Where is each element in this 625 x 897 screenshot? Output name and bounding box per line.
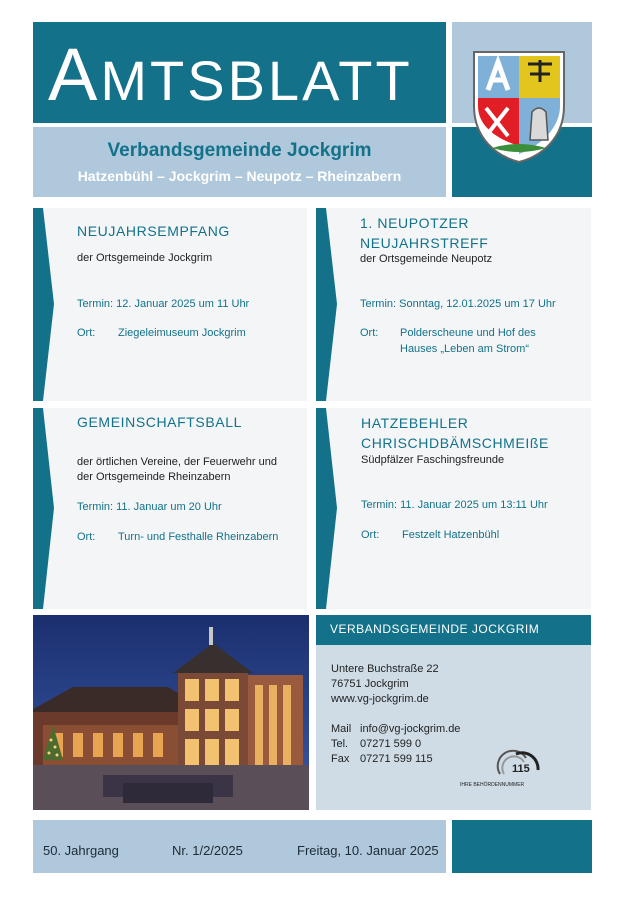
event-ort-label: Ort: (361, 529, 380, 541)
town-hall-photo (33, 615, 309, 810)
event-ort-label: Ort: (360, 327, 379, 339)
event-title-line1: HATZEBEHLER (361, 415, 469, 431)
event-termin: Termin: Sonntag, 12.01.2025 um 17 Uhr (360, 298, 556, 310)
chevron-arrow-icon (33, 408, 55, 609)
footer-nummer: Nr. 1/2/2025 (172, 843, 243, 858)
contact-heading: VERBANDSGEMEINDE JOCKGRIM (330, 622, 540, 636)
event-ort-value: Ziegeleimuseum Jockgrim (118, 327, 246, 339)
chevron-arrow-icon (33, 208, 55, 401)
chevron-arrow-icon (316, 208, 338, 401)
coat-of-arms-icon (470, 48, 568, 166)
event-termin: Termin: 12. Januar 2025 um 11 Uhr (77, 298, 250, 310)
badge-number: 115 (512, 763, 530, 775)
event-subtitle: Südpfälzer Faschingsfreunde (361, 454, 505, 466)
contact-street: Untere Buchstraße 22 (331, 663, 439, 675)
event-subtitle: der Ortsgemeinde Jockgrim (77, 252, 213, 264)
chevron-arrow-icon (316, 408, 338, 609)
event-ort-label: Ort: (77, 327, 96, 339)
org-name: Verbandsgemeinde Jockgrim (107, 140, 372, 161)
event-ort-value-line1: Polderscheune und Hof des (400, 327, 536, 339)
footer-jahrgang: 50. Jahrgang (43, 843, 119, 858)
contact-mail-label: Mail (331, 723, 352, 735)
event-termin: Termin: 11. Januar um 20 Uhr (77, 501, 222, 513)
title-rest: MTSBLATT (100, 49, 413, 112)
event-ort-value: Festzelt Hatzenbühl (402, 529, 500, 541)
event-ort-value-line2: Hauses „Leben am Strom“ (400, 343, 529, 355)
contact-fax-label: Fax (331, 753, 350, 765)
event-subtitle: der Ortsgemeinde Neupotz (360, 253, 493, 265)
contact-city: 76751 Jockgrim (331, 678, 409, 690)
badge-caption: IHRE BEHÖRDENNUMMER (460, 782, 525, 788)
footer-datum: Freitag, 10. Januar 2025 (297, 843, 439, 858)
contact-tel-label: Tel. (331, 738, 349, 750)
event-title-line2: NEUJAHRSTREFF (360, 235, 489, 251)
event-title: GEMEINSCHAFTSBALL (77, 414, 243, 430)
publication-title (48, 34, 413, 122)
event-subtitle-line1: der örtlichen Vereine, der Feuerwehr und (77, 456, 277, 468)
footer-accent (452, 820, 592, 873)
event-termin: Termin: 11. Januar 2025 um 13:11 Uhr (361, 499, 548, 511)
member-places: Hatzenbühl – Jockgrim – Neupotz – Rheinzabern (77, 168, 402, 184)
subtitle-band (33, 127, 446, 197)
contact-mail-link[interactable]: info@vg-jockgrim.de (360, 723, 461, 735)
event-subtitle-line2: der Ortsgemeinde Rheinzabern (77, 471, 231, 483)
contact-tel: 07271 599 0 (360, 738, 422, 750)
contact-web-link[interactable]: www.vg-jockgrim.de (331, 693, 429, 705)
event-ort-value: Turn- und Festhalle Rheinzabern (118, 531, 279, 543)
contact-fax: 07271 599 115 (360, 753, 433, 765)
event-title-line1: 1. NEUPOTZER (360, 215, 470, 231)
event-ort-label: Ort: (77, 531, 96, 543)
event-title-line2: CHRISCHDBÄMSCHMEIßE (361, 435, 549, 451)
title-initial: A (48, 33, 101, 116)
event-title: NEUJAHRSEMPFANG (77, 223, 230, 239)
